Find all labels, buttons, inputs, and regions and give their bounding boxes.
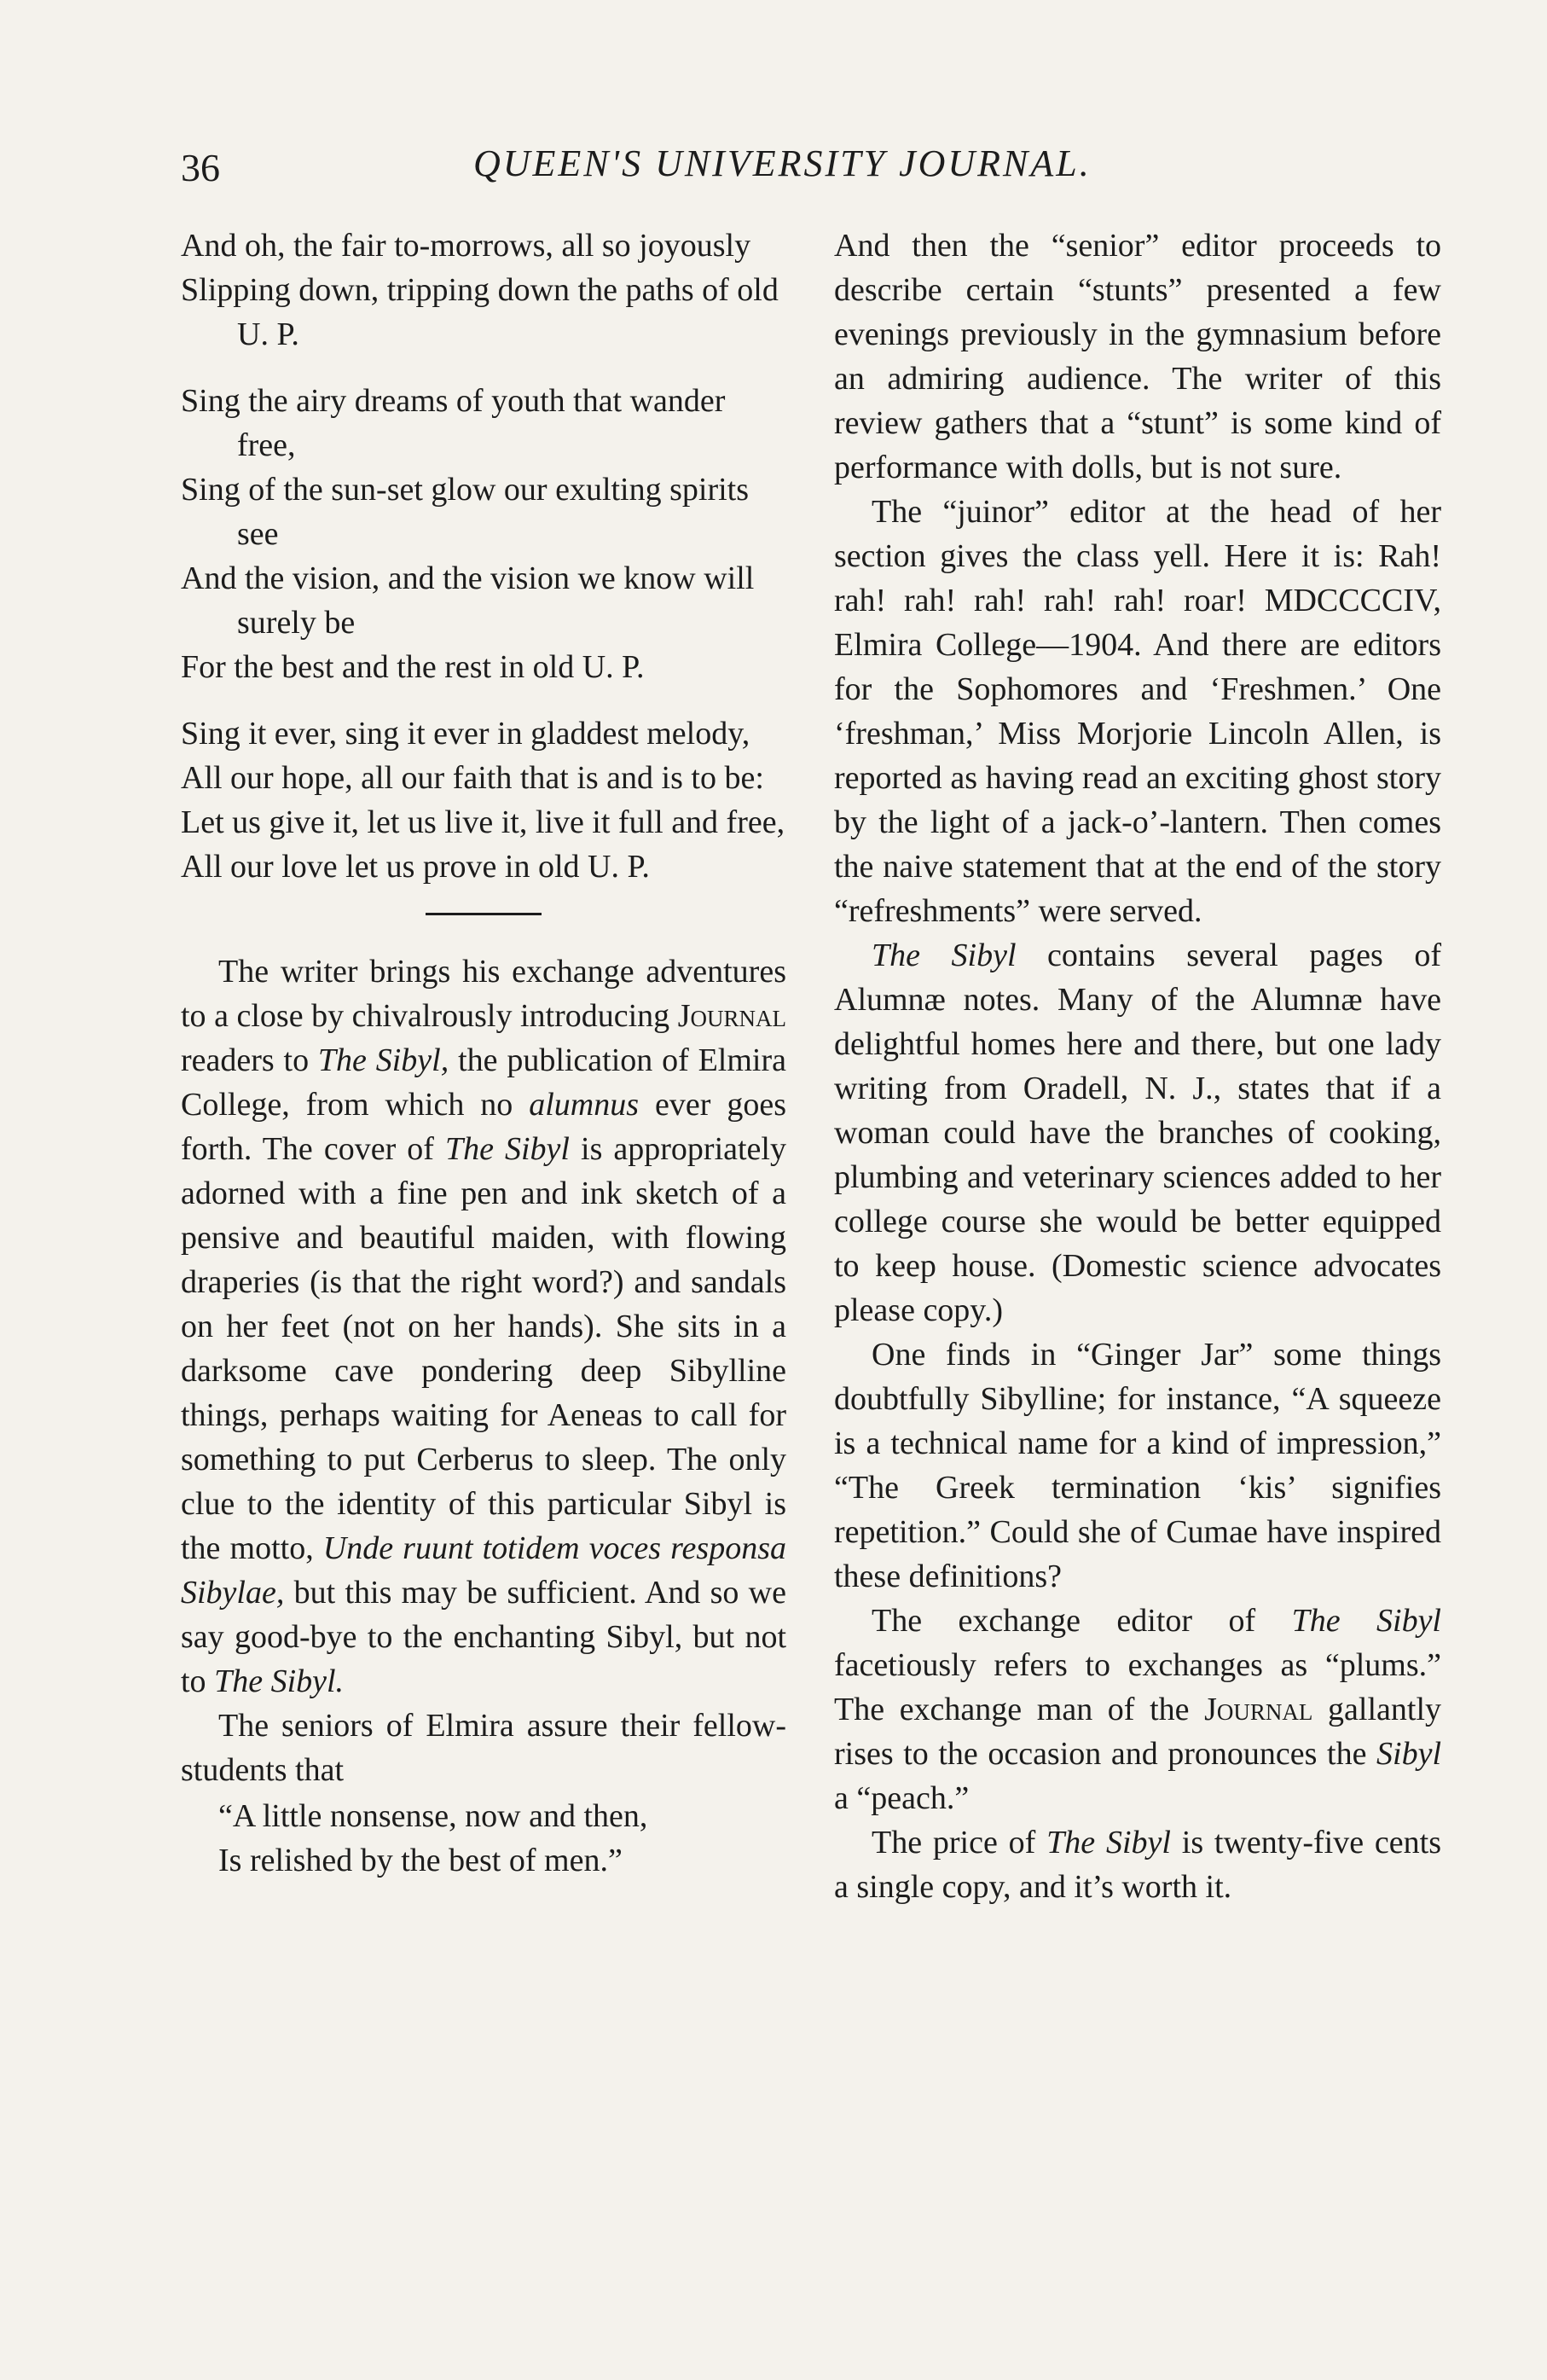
paragraph-price: The price of The Sibyl is twenty-five cents a single copy, and it’s worth it. xyxy=(834,1825,1441,1905)
section-divider xyxy=(426,913,542,915)
left-column xyxy=(181,223,786,1883)
right-column xyxy=(834,223,1441,1909)
page-number: 36 xyxy=(181,146,220,189)
poem-line: Sing it ever, sing it ever in gladdest melody, xyxy=(181,716,750,752)
poem-line: All our love let us prove in old U. P. xyxy=(181,849,650,885)
poem-line: And oh, the fair to-morrows, all so joyously xyxy=(181,228,751,264)
paragraph-ginger-jar: One finds in “Ginger Jar” some things doubtfully Sibylline; for instance, “A squeeze is a technical name for a kind of impression,” “The Greek termination ‘kis’ signifies repetition.” Could she of Cumae have inspired these definitions? xyxy=(834,1337,1441,1594)
poem-line: Let us give it, let us live it, live it full and free, xyxy=(181,804,785,840)
poem-stanza-1 xyxy=(181,223,786,357)
poem-stanza-3 xyxy=(181,711,786,889)
paragraph-alumnae-notes: The Sibyl contains several pages of Alumnæ notes. Many of the Alumnæ have delightful homes here and there, but one lady writing from Oradell, N. J., states that if a woman could have the branches of cooking, plumbing and veterinary sciences added to her college course she would be better equipped to keep house. (Domestic science advocates please copy.) xyxy=(834,937,1441,1328)
quote-line: Is relished by the best of men.” xyxy=(218,1843,623,1878)
paragraph-seniors: The seniors of Elmira assure their fellow-students that xyxy=(181,1708,786,1788)
paragraph-sibyl-intro: The writer brings his exchange adventures to a close by chivalrously introducing Journal readers to The Sibyl, the publication of Elmira College, from which no alumnus ever goes forth. The cover of The Sibyl is appropriately adorned with a fine pen and ink sketch of a pensive and beautiful maiden, with flowing draperies (is that the right word?) and sandals on her feet (not on her hands). She sits in a darksome cave pondering deep Sibylline things, perhaps waiting for Aeneas to call for something to put Cerberus to sleep. The only clue to the identity of this particular Sibyl is the motto, Unde ruunt totidem voces responsa Sibylae, but this may be sufficient. And so we say good-bye to the enchanting Sibyl, but not to The Sibyl. xyxy=(181,954,786,1699)
paragraph-junior-editor: The “juinor” editor at the head of her section gives the class yell. Here it is: Rah! rah! rah! rah! rah! rah! roar! MDCCCCIV, Elmira College—1904. And there are editors for the Sophomores and ‘Freshmen.’ One ‘freshman,’ Miss Morjorie Lincoln Allen, is reported as having read an exciting ghost story by the light of a jack-o’-lantern. Then comes the naive statement that at the end of the story “refreshments” were served. xyxy=(834,494,1441,929)
poem-line: Sing of the sun-set glow our exulting spirits see xyxy=(181,472,750,552)
poem-line: Sing the airy dreams of youth that wander free, xyxy=(181,383,726,463)
quote-line: “A little nonsense, now and then, xyxy=(218,1798,648,1834)
paragraph-exchange-editor: The exchange editor of The Sibyl facetiously refers to exchanges as “plums.” The exchange man of the Journal gallantly rises to the occasion and pronounces the Sibyl a “peach.” xyxy=(834,1603,1441,1816)
poem-line: Slipping down, tripping down the paths of old U. P. xyxy=(181,272,779,352)
running-head: QUEEN'S UNIVERSITY JOURNAL. xyxy=(473,142,1092,184)
paragraph-senior-editor: And then the “senior” editor proceeds to describe certain “stunts” presented a few evenings previously in the gymnasium before an admiring audience. The writer of this review gathers that a “stunt” is some kind of performance with dolls, but is not sure. xyxy=(834,228,1441,485)
poem-stanza-2 xyxy=(181,379,786,689)
poem-line: All our hope, all our faith that is and is to be: xyxy=(181,760,764,796)
poem-line: And the vision, and the vision we know will surely be xyxy=(181,560,755,641)
verse-quote xyxy=(181,1794,786,1883)
poem-line: For the best and the rest in old U. P. xyxy=(181,649,645,685)
